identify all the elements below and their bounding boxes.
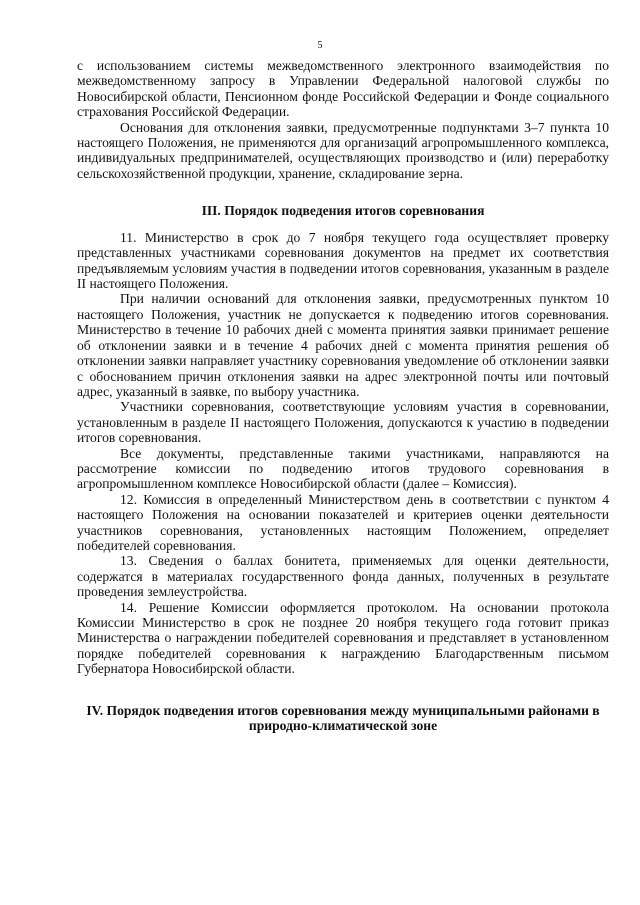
paragraph-rejection-grounds: При наличии оснований для отклонения заявки, предусмотренных пунктом 10 настоящего Положения, участник не допускается к подведению итогов соревнования. Министерство в течение 10 рабочих дней с момента принятия заявки принимает решение об отклонении заявки и в течение 4 рабочих дней с момента принятия решения об отклонении заявки направляет участнику соревнования уведомление об отклонении заявки с обоснованием причин отклонения заявки на адрес электронной почты или почтовый адрес, указанный в заявке, по выбору участника.	[77, 291, 609, 399]
paragraph-12: 12. Комиссия в определенный Министерством день в соответствии с пунктом 4 настоящего Положения на основании показателей и критериев оценки деятельности участников соревнования, установленных настоящим Положением, определяет победителей соревнования.	[77, 491, 609, 553]
paragraph-rejection-exceptions: Основания для отклонения заявки, предусмотренные подпунктами 3–7 пункта 10 настоящего Положения, не применяются для организаций агропромышленного комплекса, индивидуальных предпринимателей, осуществляющих производство и (или) переработку сельскохозяйственной продукции, хранение, складирование зерна.	[77, 119, 609, 181]
document-body	[77, 58, 609, 734]
paragraph-documents-commission: Все документы, представленные такими участниками, направляются на рассмотрение комиссии по подведению итогов трудового соревнования в агропромышленном комплексе Новосибирской области (далее – Комиссия).	[77, 445, 609, 492]
paragraph-14: 14. Решение Комиссии оформляется протоколом. На основании протокола Комиссии Министерство в срок не позднее 20 ноября текущего года готовит приказ Министерства о награждении победителей соревнования и представляет в установленном порядке победителей соревнования к награждению Благодарственным письмом Губернатора Новосибирской области.	[77, 599, 609, 677]
page-number: 5	[317, 40, 323, 51]
paragraph-11: 11. Министерство в срок до 7 ноября текущего года осуществляет проверку представленных участниками соревнования документов на предмет их соответствия предъявляемым условиям участия в подведении итогов соревнования, указанным в разделе II настоящего Положения.	[77, 229, 609, 292]
paragraph-13: 13. Сведения о баллах бонитета, применяемых для оценки деятельности, содержатся в материалах государственного фонда данных, полученных в результате проведения землеустройства.	[77, 553, 609, 600]
paragraph-admitted-participants: Участники соревнования, соответствующие условиям участия в соревновании, установленным в разделе II настоящего Положения, допускаются к участию в подведении итогов соревнования.	[77, 399, 609, 446]
section-heading-4: IV. Порядок подведения итогов соревнования между муниципальными районами в природно-климатической зоне	[86, 702, 600, 734]
paragraph-continuation: с использованием системы межведомственного электронного взаимодействия по межведомственному запросу в Управлении Федеральной налоговой службы по Новосибирской области, Пенсионном фонде Российской Федерации и Фонде социального страхования Российской Федерации.	[77, 58, 609, 120]
section-heading-3: III. Порядок подведения итогов соревнования	[201, 203, 485, 219]
